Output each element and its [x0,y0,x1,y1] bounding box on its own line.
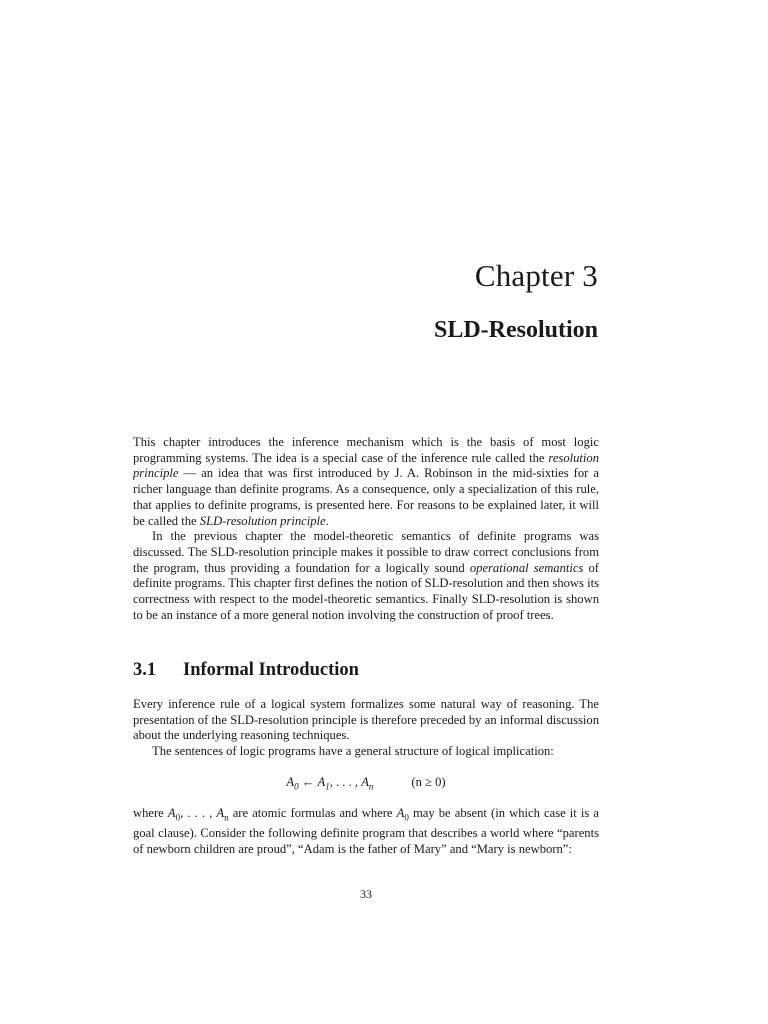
chapter-heading: Chapter 3 [474,258,598,293]
formula-body-last: A [361,775,369,789]
emphasized-term: SLD-resolution principle [199,513,326,528]
section-paragraph-1: Every inference rule of a logical system formalizes some natural way of reasoning. The presentation of the SLD-resolution principle is therefore preceded by an informal discussion about the underlying reasoning techniques. [133,697,599,743]
text-run: of definite programs. This chapter first defines the notion of SLD-resolution and then shows its correctness with respect to the model-theoretic semantics. Finally SLD-resolution is shown to be an instance of a more general notion involving the construction of proof trees. [133,560,599,622]
chapter-intro [133,435,599,623]
formula-body-first: A [317,775,326,789]
text-run: In the previous chapter the model-theoretic semantics of definite programs was discussed. The SLD-resolution principle makes it possible to draw correct conclusions from the program, thus providing a foundation for a logically sound [133,529,599,575]
after-text-a: where [133,806,168,820]
formula-body-first-sub: 1 [325,781,330,792]
after-dots: , . . . , [180,806,217,820]
after-formula-paragraph [133,806,599,858]
formula-arrow: ← [298,775,318,789]
formula-head: A [286,775,295,789]
clause-formula [133,775,599,792]
text-run: . [325,513,329,528]
after-text-c: may be absent (in which case it is a goal clause). Consider the following definite program that describes a world where “parents of newborn children are proud”, “Adam is the father of Mary” and “Mary is newborn”: [133,806,600,856]
formula-dots: , . . . , [329,775,362,789]
intro-paragraph-1 [133,435,599,529]
var-an-sub: n [224,812,229,823]
formula-body-last-sub: n [368,781,374,792]
emphasized-term: operational semantics [469,560,584,575]
after-text-b: are atomic formulas and where [228,806,397,820]
var-a0: A [167,806,176,820]
after-formula-text [133,806,599,858]
page-number: 33 [360,887,372,901]
formula-head-sub: 0 [294,781,299,792]
section-heading [133,660,359,681]
var-a0-second: A [396,806,405,820]
text-run: This chapter introduces the inference mechanism which is the basis of most logic programming systems. The idea is a special case of the inference rule called the [133,435,599,465]
text-run: — an idea that was first introduced by J. A. Robinson in the mid-sixties for a richer language than definite programs. As a consequence, only a specialization of this rule, that applies to definite programs, is presented here. For reasons to be explained later, it will be called the [133,466,599,528]
formula-condition: (n ≥ 0) [411,775,446,789]
section-number: 3.1 [133,660,157,680]
var-an: A [216,806,225,820]
emphasized-term: resolution principle [133,450,599,481]
chapter-title: SLD-Resolution [433,317,598,343]
section-paragraph-2: The sentences of logic programs have a general structure of logical implication: [152,744,554,759]
section-title: Informal Introduction [183,660,359,680]
var-a0-sub: 0 [175,812,181,823]
intro-paragraph-2 [133,529,599,623]
section-body [133,697,599,760]
var-a0-second-sub: 0 [404,812,409,823]
